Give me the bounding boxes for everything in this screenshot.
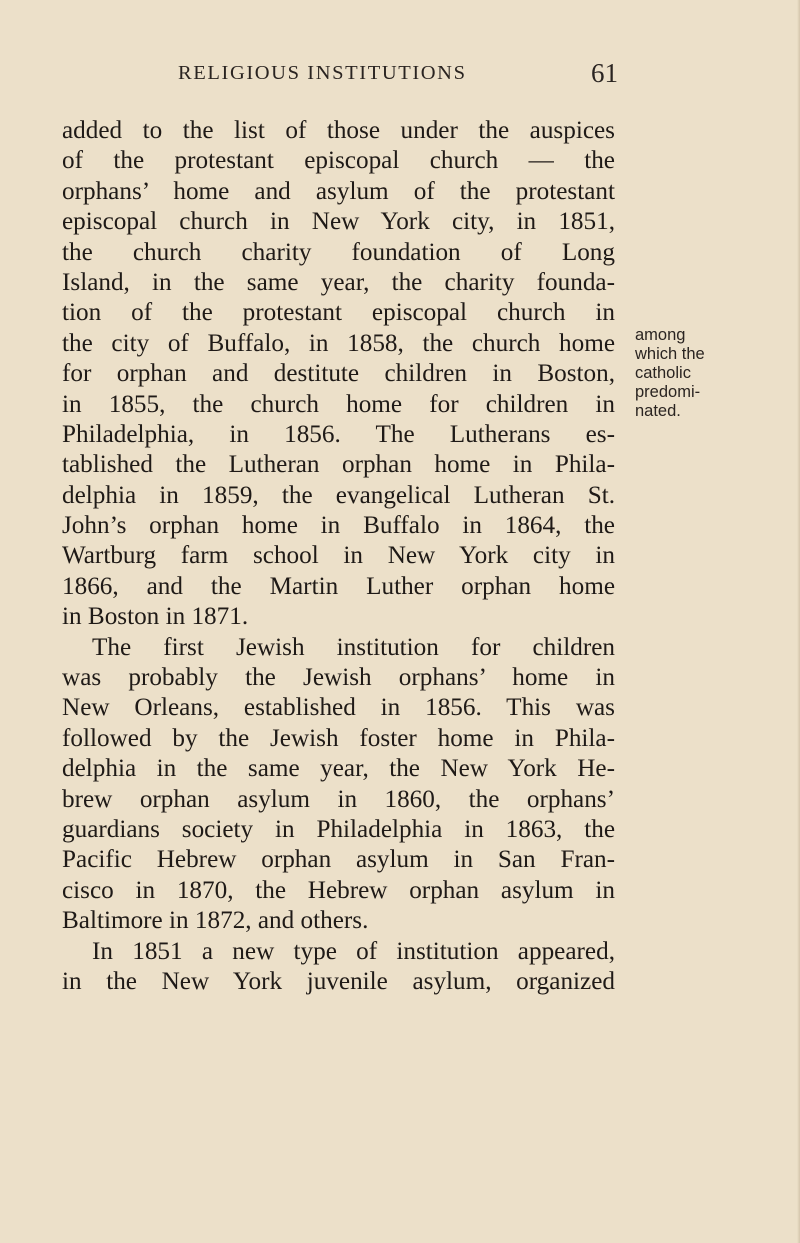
text-line: for orphan and destitute children in Boston, [62,360,615,388]
text-line: the city of Buffalo, in 1858, the church home [62,329,615,357]
text-line: the church charity foundation of Long [62,238,615,266]
marginal-note-line: which the [635,345,705,363]
marginal-note [635,326,795,421]
body-text [62,116,615,997]
text-line: Baltimore in 1872, and others. [62,907,369,935]
marginal-note-line: catholic [635,364,691,382]
marginal-note-line: nated. [635,402,681,420]
text-line: episcopal church in New York city, in 1851, [62,208,615,236]
page-number: 61 [591,58,618,88]
paragraph-start-line: The first Jewish institution for children [92,633,615,661]
text-line: in Boston in 1871. [62,603,249,631]
marginal-note-line: predomi- [635,383,701,401]
text-line: New Orleans, established in 1856. This was [62,694,615,722]
text-line: tablished the Lutheran orphan home in Phila- [62,451,615,479]
text-line: delphia in the same year, the New York He- [62,755,615,783]
text-line: added to the list of those under the auspices [62,117,615,144]
text-line: 1866, and the Martin Luther orphan home [62,572,615,600]
page-header [178,58,618,92]
text-line: brew orphan asylum in 1860, the orphans’ [62,785,615,813]
text-line: Pacific Hebrew orphan asylum in San Fran- [62,846,615,874]
text-line: was probably the Jewish orphans’ home in [62,664,615,692]
text-line: cisco in 1870, the Hebrew orphan asylum in [62,876,615,904]
text-line: in the New York juvenile asylum, organized [62,967,615,995]
text-line: John’s orphan home in Buffalo in 1864, the [62,512,615,540]
text-line: delphia in 1859, the evangelical Lutheran St. [62,481,615,509]
text-line: followed by the Jewish foster home in Phila- [62,724,615,752]
text-line: tion of the protestant episcopal church in [62,299,615,327]
running-title: RELIGIOUS INSTITUTIONS [178,62,467,84]
text-line: Island, in the same year, the charity founda- [62,268,615,296]
marginal-note-line: among [635,326,686,344]
text-line: Philadelphia, in 1856. The Lutherans es- [62,420,615,448]
text-line: orphans’ home and asylum of the protestant [62,177,615,205]
text-line: of the protestant episcopal church — the [62,147,615,175]
text-line: Wartburg farm school in New York city in [62,542,615,570]
text-line: in 1855, the church home for children in [62,390,615,418]
paragraph-start-line: In 1851 a new type of institution appeared, [92,937,615,965]
text-line: guardians society in Philadelphia in 1863, the [62,815,615,843]
